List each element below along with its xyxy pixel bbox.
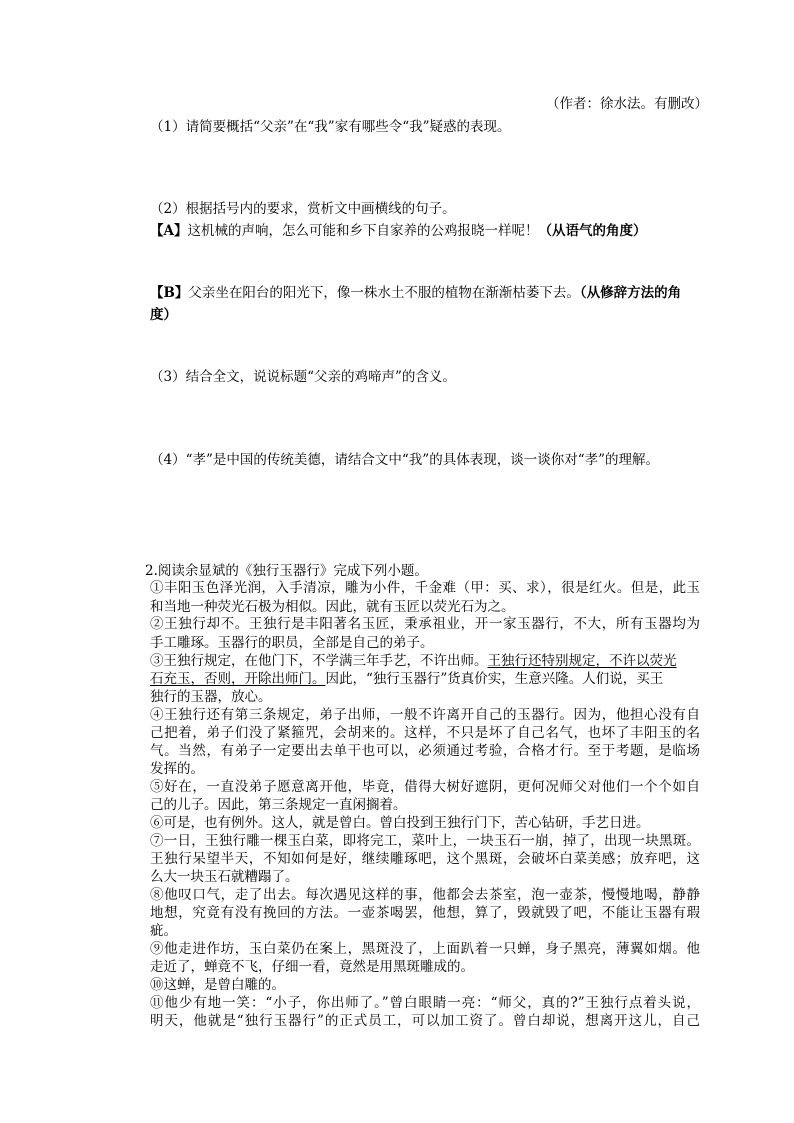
- para-9-line-1: ⑨他走进作坊，玉白菜仍在案上，黑斑没了，上面趴着一只蝉，身子黑亮，薄翼如烟。他: [150, 941, 700, 957]
- para-9-line-2: 走近了，蝉竟不飞，仔细一看，竟然是用黑斑雕成的。: [150, 959, 474, 975]
- para-6-line-1: ⑥可是，也有例外。这人，就是曾白。曾白投到王独行门下，苦心钻研，手艺日进。: [150, 815, 650, 831]
- question-2a: [150, 223, 646, 240]
- para-3-underlined: 王独行还特别规定，不许以荧光: [487, 653, 677, 669]
- para-8-line-1: ⑧他叹口气，走了出去。每次遇见这样的事，他都会去茶室，泡一壶茶，慢慢地喝，静静: [150, 887, 700, 903]
- para-3-underlined-cont: 石充玉，否则，开除出师门。: [150, 671, 326, 687]
- para-2-line-1: ②王独行却不。王独行是丰阳著名玉匠，秉承祖业，开一家玉器行，不大，所有玉器均为: [150, 616, 700, 632]
- q2b-sentence: 父亲坐在阳台的阳光下，像一株水土不服的植物在渐渐枯萎下去。: [188, 285, 580, 301]
- q2a-label: 【A】: [150, 223, 188, 239]
- q2a-sentence: 这机械的声响，怎么可能和乡下自家养的公鸡报晓一样呢！: [187, 223, 539, 239]
- q2b-requirement: （从修辞方法的角: [579, 285, 682, 301]
- para-5-line-1: ⑤好在，一直没弟子愿意离开他，毕竟，借得大树好遮阴，更何况师父对他们一个个如自: [150, 779, 700, 795]
- para-4-line-3: 气。当然，有弟子一定要出去单干也可以，必须通过考验，合格才行。至于考题，是临场: [150, 743, 700, 759]
- para-1-line-2: 和当地一种荧光石极为相似。因此，就有玉匠以荧光石为之。: [150, 599, 515, 615]
- para-4-line-4: 发挥的。: [150, 761, 204, 777]
- para-3-line-3: 独行的玉器，放心。: [150, 689, 272, 705]
- para-3-text-cont: 因此，“独行玉器行”货真价实，生意兴隆。人们说，买王: [325, 671, 664, 687]
- para-11-line-1: ⑪他少有地一笑：“小子，你出师了。”曾白眼睛一亮：“师父，真的?”王独行点着头说，: [150, 995, 700, 1011]
- para-8-line-2: 地想，究竟有没有挽回的方法。一壶茶喝罢，他想，算了，毁就毁了吧，不能让玉器有瑕: [150, 905, 700, 921]
- para-4-line-1: ④王独行还有第三条规定，弟子出师，一般不许离开自己的玉器行。因为，他担心没有自: [150, 707, 700, 723]
- question-2b: [150, 285, 681, 302]
- q2b-requirement-cont: 度）: [150, 307, 177, 323]
- para-3-text: ③王独行规定，在他门下，不学满三年手艺，不许出师。: [150, 653, 488, 669]
- para-1-line-1: ①丰阳玉色泽光润，入手清凉，雕为小件，千金难（甲：买、求），很是红火。但是，此玉: [150, 580, 700, 596]
- question-1: （1）请简要概括“父亲”在“我”家有哪些令“我”疑惑的表现。: [150, 119, 511, 135]
- question-3: （3）结合全文，说说标题“父亲的鸡啼声”的含义。: [150, 369, 456, 385]
- para-2-line-2: 手工雕琢。玉器行的职员，全部是自己的弟子。: [150, 635, 434, 651]
- para-10-line-1: ⑩这蝉，是曾白雕的。: [150, 977, 285, 993]
- para-4-line-2: 己把着，弟子们没了紧箍咒，会胡来的。这样，不只是坏了自己名气，也坏了丰阳玉的名: [150, 725, 700, 741]
- para-8-line-3: 疵。: [150, 923, 177, 939]
- para-3-line-2: [150, 671, 663, 688]
- para-5-line-2: 己的儿子。因此，第三条规定一直闲搁着。: [150, 797, 407, 813]
- para-7-line-3: 么大一块玉石就糟蹋了。: [150, 869, 299, 885]
- para-7-line-1: ⑦一日，王独行雕一棵玉白菜，即将完工，菜叶上，一块玉石一崩，掉了，出现一块黑斑。: [150, 833, 700, 849]
- para-7-line-2: 王独行呆望半天，不知如何是好，继续雕琢吧，这个黑斑，会破坏白菜美感；放弃吧，这: [150, 851, 700, 867]
- section-2-heading: 2.阅读余显斌的《独行玉器行》完成下列小题。: [145, 563, 428, 579]
- author-note: （作者：徐水法。有删改）: [546, 96, 708, 112]
- para-11-line-2: 明天，他就是“独行玉器行”的正式员工，可以加工资了。曾白却说，想离开这儿，自己: [150, 1013, 700, 1029]
- question-2-prompt: （2）根据括号内的要求，赏析文中画横线的句子。: [150, 201, 456, 217]
- para-3-line-1: [150, 653, 677, 670]
- q2a-requirement: （从语气的角度）: [538, 223, 647, 239]
- question-4: （4）“孝”是中国的传统美德，请结合文中“我”的具体表现，谈一谈你对“孝”的理解。: [150, 452, 659, 468]
- q2b-label: 【B】: [150, 285, 189, 301]
